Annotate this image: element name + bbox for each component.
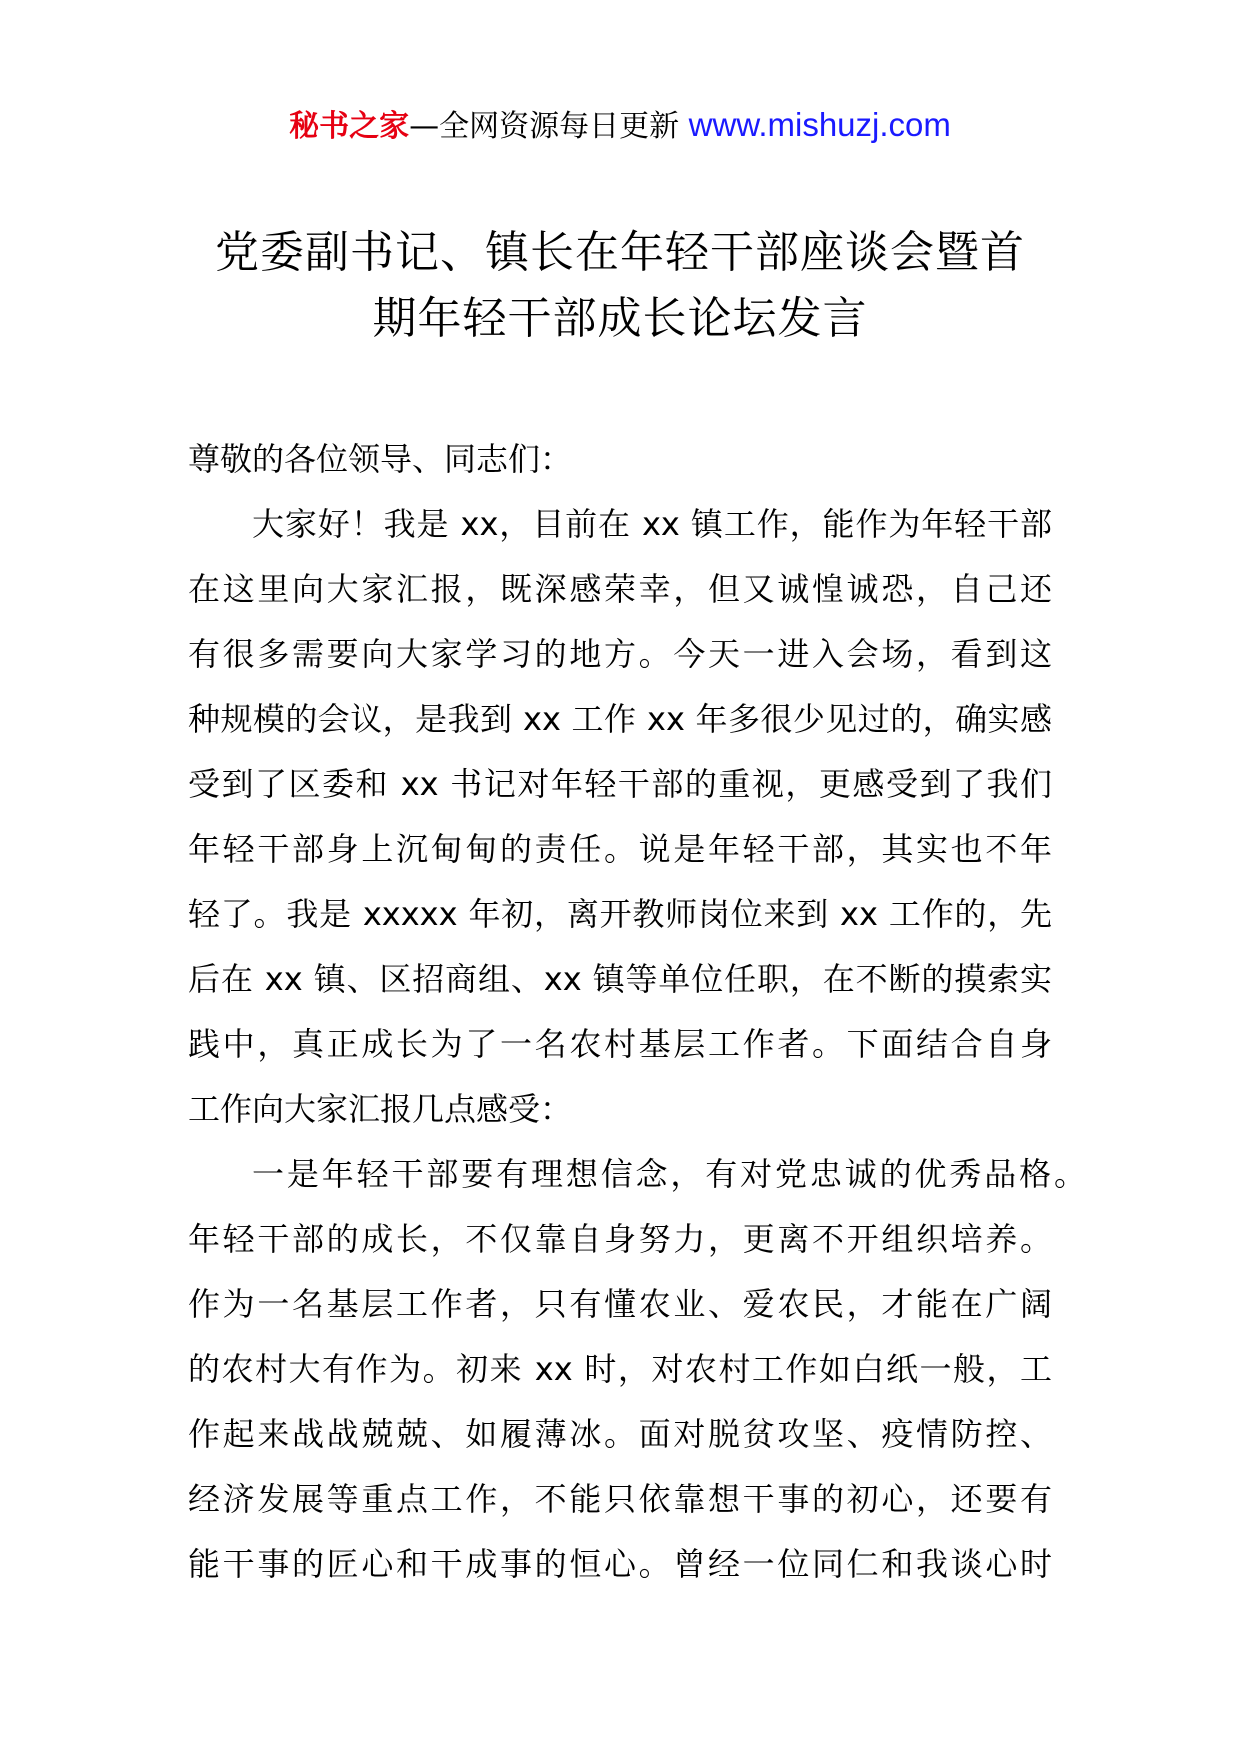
paragraph-line: 的农村大有作为。初来 xx 时，对农村工作如白纸一般，工 (188, 1350, 1052, 1388)
site-header (0, 98, 1240, 154)
paragraph-line: 工作向大家汇报几点感受： (188, 1090, 573, 1128)
paragraph-line: 一是年轻干部要有理想信念，有对党忠诚的优秀品格。 (252, 1155, 1086, 1193)
title-line: 党委副书记、镇长在年轻干部座谈会暨首 (215, 227, 1025, 278)
paragraph-line: 践中，真正成长为了一名农村基层工作者。下面结合自身 (188, 1025, 1052, 1063)
brand-name: 秘书之家 (289, 109, 410, 144)
paragraph-line: 轻了。我是 xxxxx 年初，离开教师岗位来到 xx 工作的，先 (188, 895, 1052, 933)
paragraph-line: 种规模的会议，是我到 xx 工作 xx 年多很少见过的，确实感 (188, 700, 1052, 738)
paragraph-line: 经济发展等重点工作，不能只依靠想干事的初心，还要有 (188, 1480, 1052, 1518)
document-title (188, 220, 1052, 352)
paragraph-line: 年轻干部身上沉甸甸的责任。说是年轻干部，其实也不年 (188, 830, 1052, 868)
paragraph-line: 在这里向大家汇报，既深感荣幸，但又诚惶诚恐，自己还 (188, 570, 1052, 608)
paragraph-line: 有很多需要向大家学习的地方。今天一进入会场，看到这 (188, 635, 1052, 673)
title-line: 期年轻干部成长论坛发言 (372, 293, 868, 344)
paragraph-line: 大家好！我是 xx，目前在 xx 镇工作，能作为年轻干部 (252, 505, 1052, 543)
header-tagline: —全网资源每日更新 (409, 109, 689, 144)
paragraph-line: 后在 xx 镇、区招商组、xx 镇等单位任职，在不断的摸索实 (188, 960, 1052, 998)
salutation: 尊敬的各位领导、同志们： (188, 440, 573, 478)
paragraph-line: 受到了区委和 xx 书记对年轻干部的重视，更感受到了我们 (188, 765, 1052, 803)
paragraph-line: 能干事的匠心和干成事的恒心。曾经一位同仁和我谈心时 (188, 1545, 1052, 1583)
site-url-link[interactable]: www.mishuzj.com (688, 106, 951, 143)
paragraph-line: 作起来战战兢兢、如履薄冰。面对脱贫攻坚、疫情防控、 (188, 1415, 1052, 1453)
paragraph-line: 年轻干部的成长，不仅靠自身努力，更离不开组织培养。 (188, 1220, 1052, 1258)
document-body (188, 427, 1086, 1597)
paragraph-line: 作为一名基层工作者，只有懂农业、爱农民，才能在广阔 (188, 1285, 1052, 1323)
